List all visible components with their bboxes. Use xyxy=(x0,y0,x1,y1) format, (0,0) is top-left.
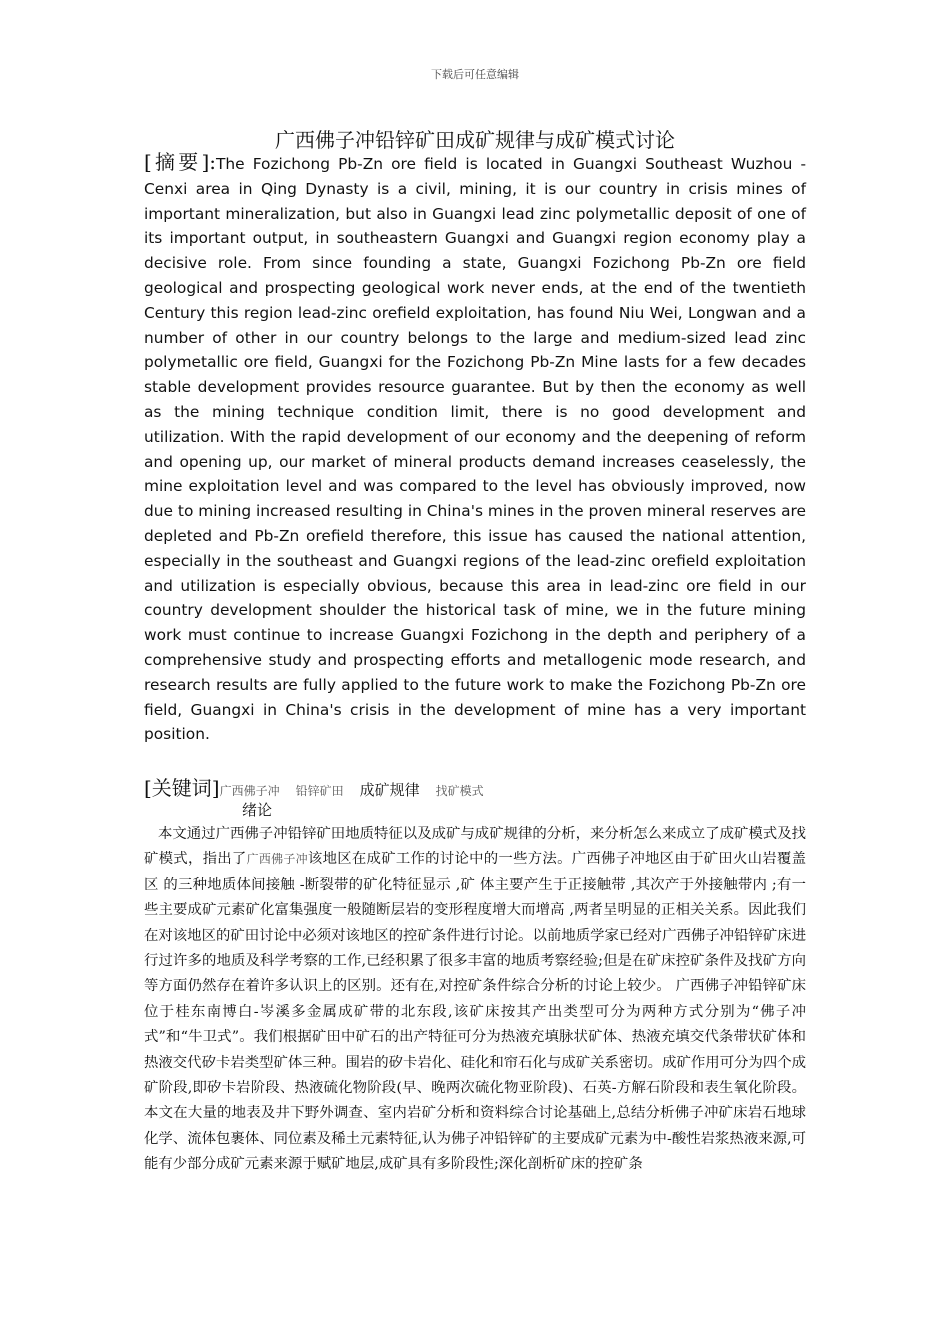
body-inline-place: 广西佛子冲 xyxy=(246,852,308,867)
body-text-part2: 该地区在成矿工作的讨论中的一些方法。广西佛子冲地区由于矿田火山岩覆盖区 的三种地质体间接触 -断裂带的矿化特征显示 ,矿 体主要产生于正接触带 ,其次产于外接触带内 ;有一些主要成矿元素矿化富集强度一般随断层岩的变形程度增大而增高 ,两者呈明显的正相关关系。因此我们在对该地区的矿田讨论中必须对该地区的控矿条件进行讨论。以前地质学家已经对广西佛子冲铅锌矿床进行过许多的地质及科学考察的工作,已经积累了很多丰富的地质考察经验;但是在矿床控矿条件及找矿方向等方面仍然存在着许多认识上的区别。还有在,对控矿条件综合分析的讨论上较少。 广西佛子冲铅锌矿床位于桂东南博白-岑溪多金属成矿带的北东段,该矿床按其产出类型可分为两种方式分别为“佛子冲式”和“牛卫式”。我们根据矿田中矿石的出产特征可分为热液充填脉状矿体、热液充填交代条带状矿体和热液交代矽卡岩类型矿体三种。围岩的矽卡岩化、硅化和帘石化与成矿关系密切。成矿作用可分为四个成矿阶段,即矽卡岩阶段、热液硫化物阶段(早、晚两次硫化物亚阶段)、石英-方解石阶段和表生氧化阶段。 本文在大量的地表及井下野外调查、室内岩矿分析和资料综合讨论基础上,总结分析佛子冲矿床岩石地球化学、流体包裹体、同位素及稀土元素特征,认为佛子冲铅锌矿的主要成矿元素为中-酸性岩浆热液来源,可能有少部分成矿元素来源于赋矿地层,成矿具有多阶段性;深化剖析矿床的控矿条 xyxy=(144,851,806,1173)
body-text-part1: 本文通过广西佛子冲铅锌矿田地质特征以及成矿与成矿规律的分析，来分析怎么来成立了成矿模式及找矿模式，指出了 xyxy=(144,826,806,868)
abstract-label: [摘要]: xyxy=(144,150,217,174)
body-paragraph xyxy=(144,822,806,1178)
abstract-text: The Fozichong Pb-Zn ore field is located in Guangxi Southeast Wuzhou - Cenxi area in Qing Dynasty is a civil, mining, it is our country in crisis mines of important mineralization, but also in Guangxi lead zinc polymetallic deposit of one of its important output, in southeastern Guangxi and Guangxi region economy play a decisive role. From since founding a state, Guangxi Fozichong Pb-Zn ore field geological and prospecting geological work never ends, at the end of the twentieth Century this region lead-zinc orefield exploitation, has found Niu Wei, Longwan and a number of other in our country belongs to the large and medium-sized lead zinc polymetallic ore field, Guangxi for the Fozichong Pb-Zn Mine lasts for a few decades stable development provides resource guarantee. But by then the economy as well as the mining technique condition limit, there is no good development and utilization. With the rapid development of our economy and the deepening of reform and opening up, our market of mineral products demand increases ceaselessly, the mine exploitation level and was compared to the level has obviously improved, now due to mining increased resulting in China's mines in the proven mineral reserves are depleted and Pb-Zn orefield therefore, this issue has caused the national attention, especially in the southeast and Guangxi regions of the lead-zinc orefield exploitation and utilization is especially obvious, because this area in lead-zinc ore field in our country development shoulder the historical task of mine, we in the future mining work must continue to increase Guangxi Fozichong in the depth and periphery of a comprehensive study and prospecting efforts and metallogenic mode research, and research results are fully applied to the future work to make the Fozichong Pb-Zn ore field, Guangxi in China's crisis in the development of mine has a very important position. xyxy=(144,155,806,744)
keywords-line xyxy=(144,772,806,801)
abstract-paragraph xyxy=(144,150,806,747)
keyword-1: 广西佛子冲 xyxy=(219,784,280,798)
keywords-label: [关键词] xyxy=(144,776,220,800)
keyword-4: 找矿模式 xyxy=(435,784,484,798)
section-title-introduction: 绪论 xyxy=(242,801,273,819)
download-note: 下载后可任意编辑 xyxy=(431,68,519,81)
document-title: 广西佛子冲铅锌矿田成矿规律与成矿模式讨论 xyxy=(275,128,675,152)
keyword-2: 铅锌矿田 xyxy=(295,784,344,798)
keyword-3: 成矿规律 xyxy=(359,781,420,799)
